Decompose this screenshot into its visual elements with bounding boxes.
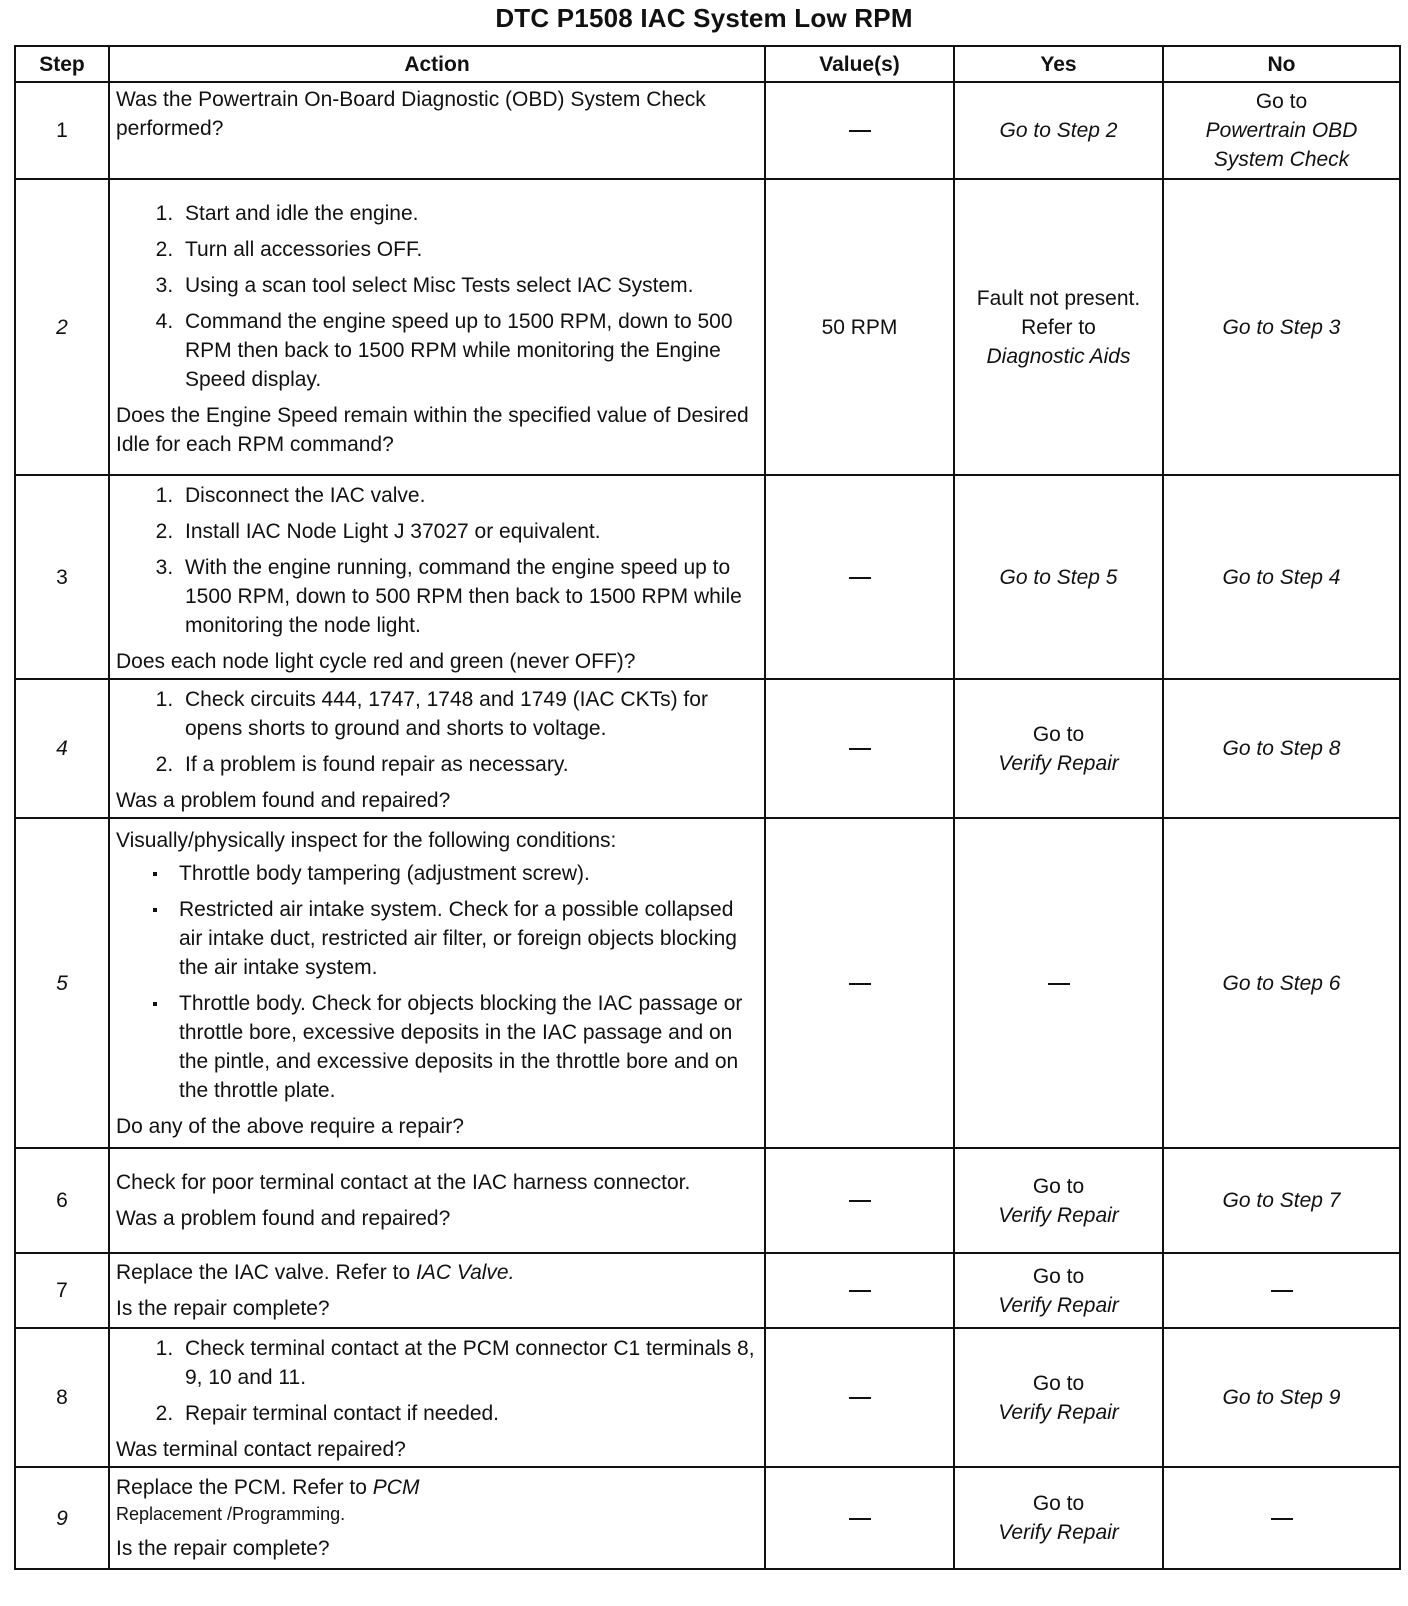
action-cell [109,1148,765,1253]
value-cell [765,475,954,679]
dash-mark [849,1290,871,1292]
table-header-row [15,46,1400,82]
yes-text: Fault not present. Refer to [976,286,1141,339]
action-question: Do any of the above require a repair? [116,1114,464,1138]
value-cell [765,1328,954,1467]
yes-prefix: Go to [1032,1264,1085,1288]
no-cell: Go to Step 4 [1163,475,1400,679]
table-row [15,179,1400,475]
no-cell: Go to Step 7 [1163,1148,1400,1253]
yes-link[interactable]: Verify Repair [998,1293,1119,1317]
yes-cell [954,1467,1163,1569]
action-question: Does the Engine Speed remain within the specified value of Desired Idle for each RPM command? [116,403,749,456]
yes-cell: Go to Step 5 [954,475,1163,679]
dash-mark [849,1397,871,1399]
action-step-item: 3. With the engine running, command the engine speed up to 1500 RPM, down to 500 RPM then back to 1500 RPM while monitoring the node light. [179,553,758,640]
step-number: 7 [15,1253,109,1328]
value-cell [765,1148,954,1253]
dash-mark [849,1518,871,1520]
action-steps [116,1334,758,1428]
action-step-item: 2. If a problem is found repair as necessary. [179,750,758,779]
yes-cell: Go to Step 2 [954,82,1163,179]
yes-cell [954,1148,1163,1253]
yes-link[interactable]: Verify Repair [998,1400,1119,1424]
value-cell [765,1467,954,1569]
dash-mark [1271,1290,1293,1292]
no-cell [1163,82,1400,179]
value-cell [765,1253,954,1328]
yes-cell [954,679,1163,818]
action-cell [109,475,765,679]
step-number: 6 [15,1148,109,1253]
yes-link[interactable]: Verify Repair [998,1203,1119,1227]
condition-item: Throttle body. Check for objects blocking the IAC passage or throttle bore, excessive deposits in the IAC passage and on the pintle, and excessive deposits in the throttle bore and on the throttle plate. [179,989,758,1105]
no-cell: Go to Step 6 [1163,818,1400,1148]
no-cell [1163,1253,1400,1328]
yes-cell [954,179,1163,475]
page-title: DTC P1508 IAC System Low RPM [495,3,913,33]
action-question: Was terminal contact repaired? [116,1438,406,1461]
action-step-item: 2. Repair terminal contact if needed. [179,1399,758,1428]
action-cell [109,1253,765,1328]
action-cell [109,1328,765,1467]
action-text-small: Replacement /Programming. [116,1504,346,1524]
step-number: 2 [15,179,109,475]
action-link[interactable]: PCM [372,1476,420,1499]
no-link[interactable]: Powertrain OBD System Check [1205,119,1358,171]
yes-cell [954,818,1163,1148]
header-action: Action [109,46,765,82]
diagnostic-table [14,45,1401,1570]
action-cell [109,82,765,179]
table-row [15,1148,1400,1253]
condition-list [116,859,758,1105]
yes-cell [954,1328,1163,1467]
condition-item: Throttle body tampering (adjustment screw). [179,859,758,888]
value-cell [765,818,954,1148]
no-cell [1163,1467,1400,1569]
yes-link[interactable]: Diagnostic Aids [986,344,1131,368]
action-cell [109,1467,765,1569]
table-row [15,1253,1400,1328]
condition-item: Restricted air intake system. Check for a possible collapsed air intake duct, restricted air filter, or foreign objects blocking the air intake system. [179,895,758,982]
no-prefix: Go to [1255,90,1308,113]
step-number: 9 [15,1467,109,1569]
value-cell [765,82,954,179]
action-cell [109,818,765,1148]
yes-prefix: Go to [1032,722,1085,746]
header-step: Step [15,46,109,82]
no-cell: Go to Step 3 [1163,179,1400,475]
header-yes: Yes [954,46,1163,82]
action-question: Does each node light cycle red and green (never OFF)? [116,650,636,673]
dash-mark [1271,1518,1293,1520]
yes-prefix: Go to [1032,1371,1085,1395]
table-row [15,475,1400,679]
action-steps [116,199,758,394]
dash-mark [849,130,871,132]
action-steps [116,481,758,640]
step-number: 5 [15,818,109,1148]
action-step-item: 2. Turn all accessories OFF. [179,235,758,264]
value-cell: 50 RPM [765,179,954,475]
action-question: Is the repair complete? [116,1297,330,1320]
action-text: Replace the PCM. Refer to PCM [116,1476,420,1499]
table-row [15,82,1400,179]
action-step-item: 1. Check terminal contact at the PCM connector C1 terminals 8, 9, 10 and 11. [179,1334,758,1392]
action-intro: Visually/physically inspect for the following conditions: [116,828,617,852]
step-number: 3 [15,475,109,679]
action-step-item: 2. Install IAC Node Light J 37027 or equivalent. [179,517,758,546]
action-step-item: 1. Start and idle the engine. [179,199,758,228]
no-cell: Go to Step 9 [1163,1328,1400,1467]
table-row [15,679,1400,818]
table-row [15,1467,1400,1569]
action-question: Was a problem found and repaired? [116,1207,451,1230]
action-link[interactable]: IAC Valve. [416,1261,515,1284]
table-row [15,818,1400,1148]
header-no: No [1163,46,1400,82]
action-step-item: 3. Using a scan tool select Misc Tests select IAC System. [179,271,758,300]
action-step-item: 4. Command the engine speed up to 1500 RPM, down to 500 RPM then back to 1500 RPM while monitoring the Engine Speed display. [179,307,758,394]
yes-link[interactable]: Verify Repair [998,751,1119,775]
action-cell [109,179,765,475]
header-values: Value(s) [765,46,954,82]
yes-prefix: Go to [1032,1174,1085,1198]
dash-mark [1048,983,1070,985]
yes-link[interactable]: Verify Repair [998,1521,1119,1544]
dash-mark [849,748,871,750]
action-step-item: 1. Disconnect the IAC valve. [179,481,758,510]
action-text: Check for poor terminal contact at the IAC harness connector. [116,1171,691,1194]
action-question: Was the Powertrain On-Board Diagnostic (OBD) System Check performed? [116,88,706,140]
step-number: 1 [15,82,109,179]
action-step-item: 1. Check circuits 444, 1747, 1748 and 1749 (IAC CKTs) for opens shorts to ground and shorts to voltage. [179,685,758,743]
dash-mark [849,983,871,985]
action-cell [109,679,765,818]
action-text: Replace the IAC valve. Refer to IAC Valve. [116,1261,515,1284]
table-row [15,1328,1400,1467]
step-number: 4 [15,679,109,818]
yes-cell [954,1253,1163,1328]
no-cell: Go to Step 8 [1163,679,1400,818]
yes-prefix: Go to [1032,1492,1085,1515]
action-question: Was a problem found and repaired? [116,789,451,812]
action-steps [116,685,758,779]
dash-mark [849,1200,871,1202]
step-number: 8 [15,1328,109,1467]
action-question: Is the repair complete? [116,1537,330,1560]
value-cell [765,679,954,818]
dash-mark [849,577,871,579]
